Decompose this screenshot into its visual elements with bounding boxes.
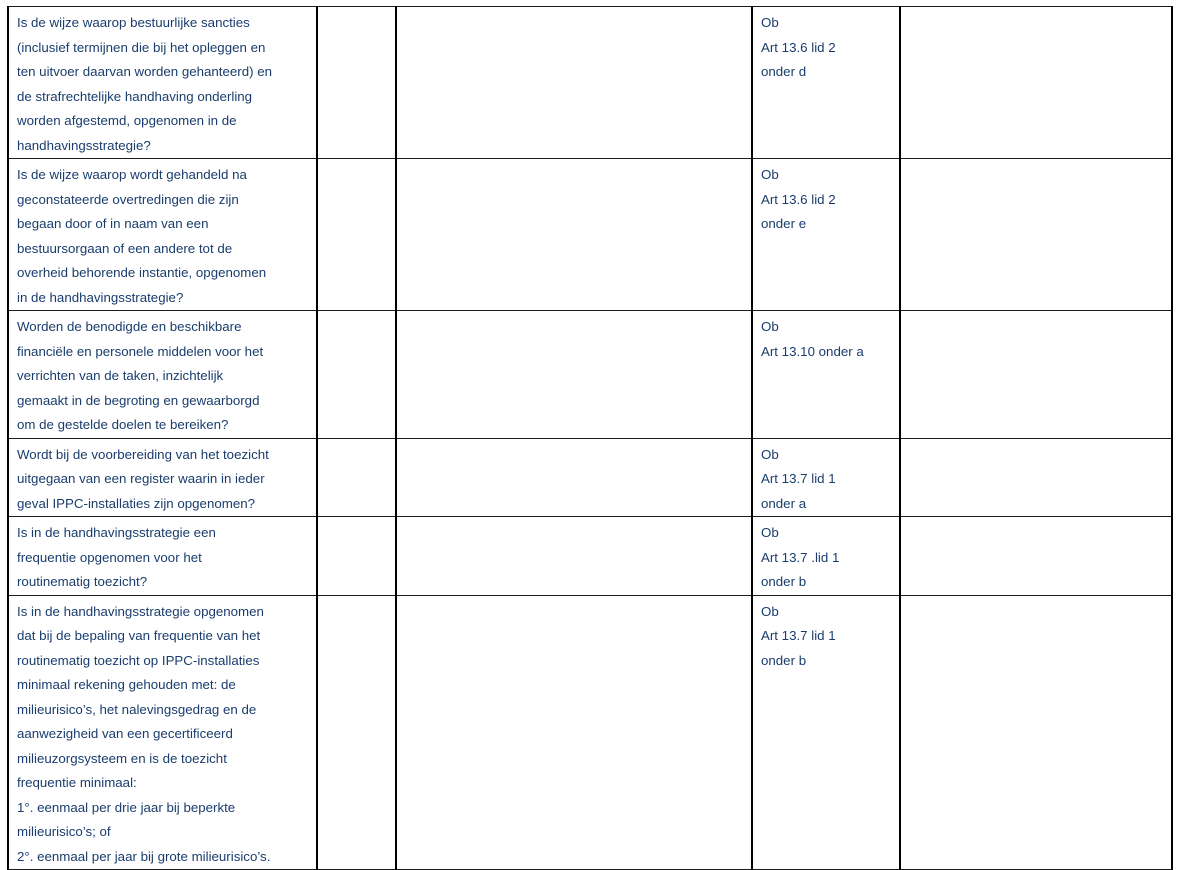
notes-cell[interactable] — [900, 311, 1172, 439]
question-line: Is de wijze waarop wordt gehandeld na — [17, 167, 247, 182]
table-row — [8, 517, 1172, 596]
reference-line: Art 13.7 lid 1 — [761, 628, 836, 643]
reference-line: Art 13.6 lid 2 — [761, 191, 836, 207]
question-line: frequentie opgenomen voor het — [17, 549, 202, 565]
question-line: Is de wijze waarop bestuurlijke sancties — [17, 15, 250, 30]
question-line: milieurisico’s, het nalevingsgedrag en de — [17, 701, 257, 717]
question-line: Is in de handhavingsstrategie een — [17, 525, 216, 540]
remarks-cell[interactable] — [396, 595, 752, 870]
reference-line: Art 13.10 onder a — [761, 343, 864, 359]
question-line: (inclusief termijnen die bij het opleggen en — [17, 39, 266, 55]
question-line: frequentie minimaal: — [17, 775, 137, 790]
answer-cell[interactable] — [317, 517, 396, 596]
reference-line: Ob — [761, 603, 779, 619]
reference-line: onder b — [761, 574, 807, 589]
question-cell — [8, 517, 317, 596]
question-line: om de gestelde doelen te bereiken? — [17, 417, 229, 432]
question-line: milieurisico’s; of — [17, 824, 111, 839]
question-line: Wordt bij de voorbereiding van het toezicht — [17, 446, 269, 462]
question-line: verrichten van de taken, inzichtelijk — [17, 368, 224, 383]
question-line: geconstateerde overtredingen die zijn — [17, 191, 239, 207]
table-row — [8, 595, 1172, 870]
question-line: aanwezigheid van een gecertificeerd — [17, 726, 233, 741]
reference-line: Ob — [761, 525, 779, 540]
table-row — [8, 311, 1172, 439]
answer-cell[interactable] — [317, 7, 396, 159]
question-line: overheid behorende instantie, opgenomen — [17, 265, 267, 280]
notes-cell[interactable] — [900, 438, 1172, 517]
notes-cell[interactable] — [900, 159, 1172, 311]
question-cell — [8, 311, 317, 439]
answer-cell[interactable] — [317, 595, 396, 870]
notes-cell[interactable] — [900, 595, 1172, 870]
question-line: geval IPPC-installaties zijn opgenomen? — [17, 495, 256, 511]
question-line: 1°. eenmaal per drie jaar bij beperkte — [17, 799, 236, 815]
question-line: minimaal rekening gehouden met: de — [17, 677, 236, 692]
table-row — [8, 7, 1172, 159]
question-line: routinematig toezicht op IPPC-installaties — [17, 652, 260, 668]
reference-cell — [752, 517, 900, 596]
answer-cell[interactable] — [317, 159, 396, 311]
question-line: handhavingsstrategie? — [17, 137, 151, 153]
reference-line: Art 13.7 .lid 1 — [761, 549, 840, 565]
checklist-table — [7, 6, 1173, 870]
reference-line: Ob — [761, 15, 779, 30]
question-line: worden afgestemd, opgenomen in de — [17, 113, 237, 128]
question-cell — [8, 595, 317, 870]
reference-cell — [752, 595, 900, 870]
reference-line: Art 13.6 lid 2 — [761, 39, 836, 55]
question-line: bestuursorgaan of een andere tot de — [17, 240, 233, 256]
question-line: financiële en personele middelen voor het — [17, 343, 264, 359]
answer-cell[interactable] — [317, 311, 396, 439]
question-cell — [8, 7, 317, 159]
reference-line: Ob — [761, 167, 779, 182]
table-row — [8, 159, 1172, 311]
question-line: 2°. eenmaal per jaar bij grote milieurisico’s. — [17, 848, 271, 864]
question-line: Worden de benodigde en beschikbare — [17, 319, 242, 334]
question-line: de strafrechtelijke handhaving onderling — [17, 88, 253, 104]
question-cell — [8, 159, 317, 311]
question-line: begaan door of in naam van een — [17, 216, 209, 231]
question-line: gemaakt in de begroting en gewaarborgd — [17, 392, 260, 408]
question-line: in de handhavingsstrategie? — [17, 289, 184, 305]
question-line: dat bij de bepaling van frequentie van het — [17, 628, 261, 643]
remarks-cell[interactable] — [396, 159, 752, 311]
notes-cell[interactable] — [900, 517, 1172, 596]
question-cell — [8, 438, 317, 517]
remarks-cell[interactable] — [396, 7, 752, 159]
reference-line: Art 13.7 lid 1 — [761, 471, 836, 486]
reference-line: Ob — [761, 446, 779, 462]
remarks-cell[interactable] — [396, 438, 752, 517]
reference-cell — [752, 311, 900, 439]
answer-cell[interactable] — [317, 438, 396, 517]
question-line: uitgegaan van een register waarin in ieder — [17, 471, 265, 486]
remarks-cell[interactable] — [396, 517, 752, 596]
reference-line: onder e — [761, 216, 807, 231]
question-line: milieuzorgsysteem en is de toezicht — [17, 750, 227, 766]
reference-line: onder d — [761, 64, 807, 79]
reference-cell — [752, 438, 900, 517]
reference-line: onder b — [761, 652, 807, 668]
question-line: ten uitvoer daarvan worden gehanteerd) en — [17, 64, 273, 79]
question-line: Is in de handhavingsstrategie opgenomen — [17, 603, 264, 619]
reference-line: Ob — [761, 319, 779, 334]
question-line: routinematig toezicht? — [17, 574, 148, 589]
reference-line: onder a — [761, 495, 807, 511]
reference-cell — [752, 159, 900, 311]
notes-cell[interactable] — [900, 7, 1172, 159]
table-row — [8, 438, 1172, 517]
remarks-cell[interactable] — [396, 311, 752, 439]
reference-cell — [752, 7, 900, 159]
